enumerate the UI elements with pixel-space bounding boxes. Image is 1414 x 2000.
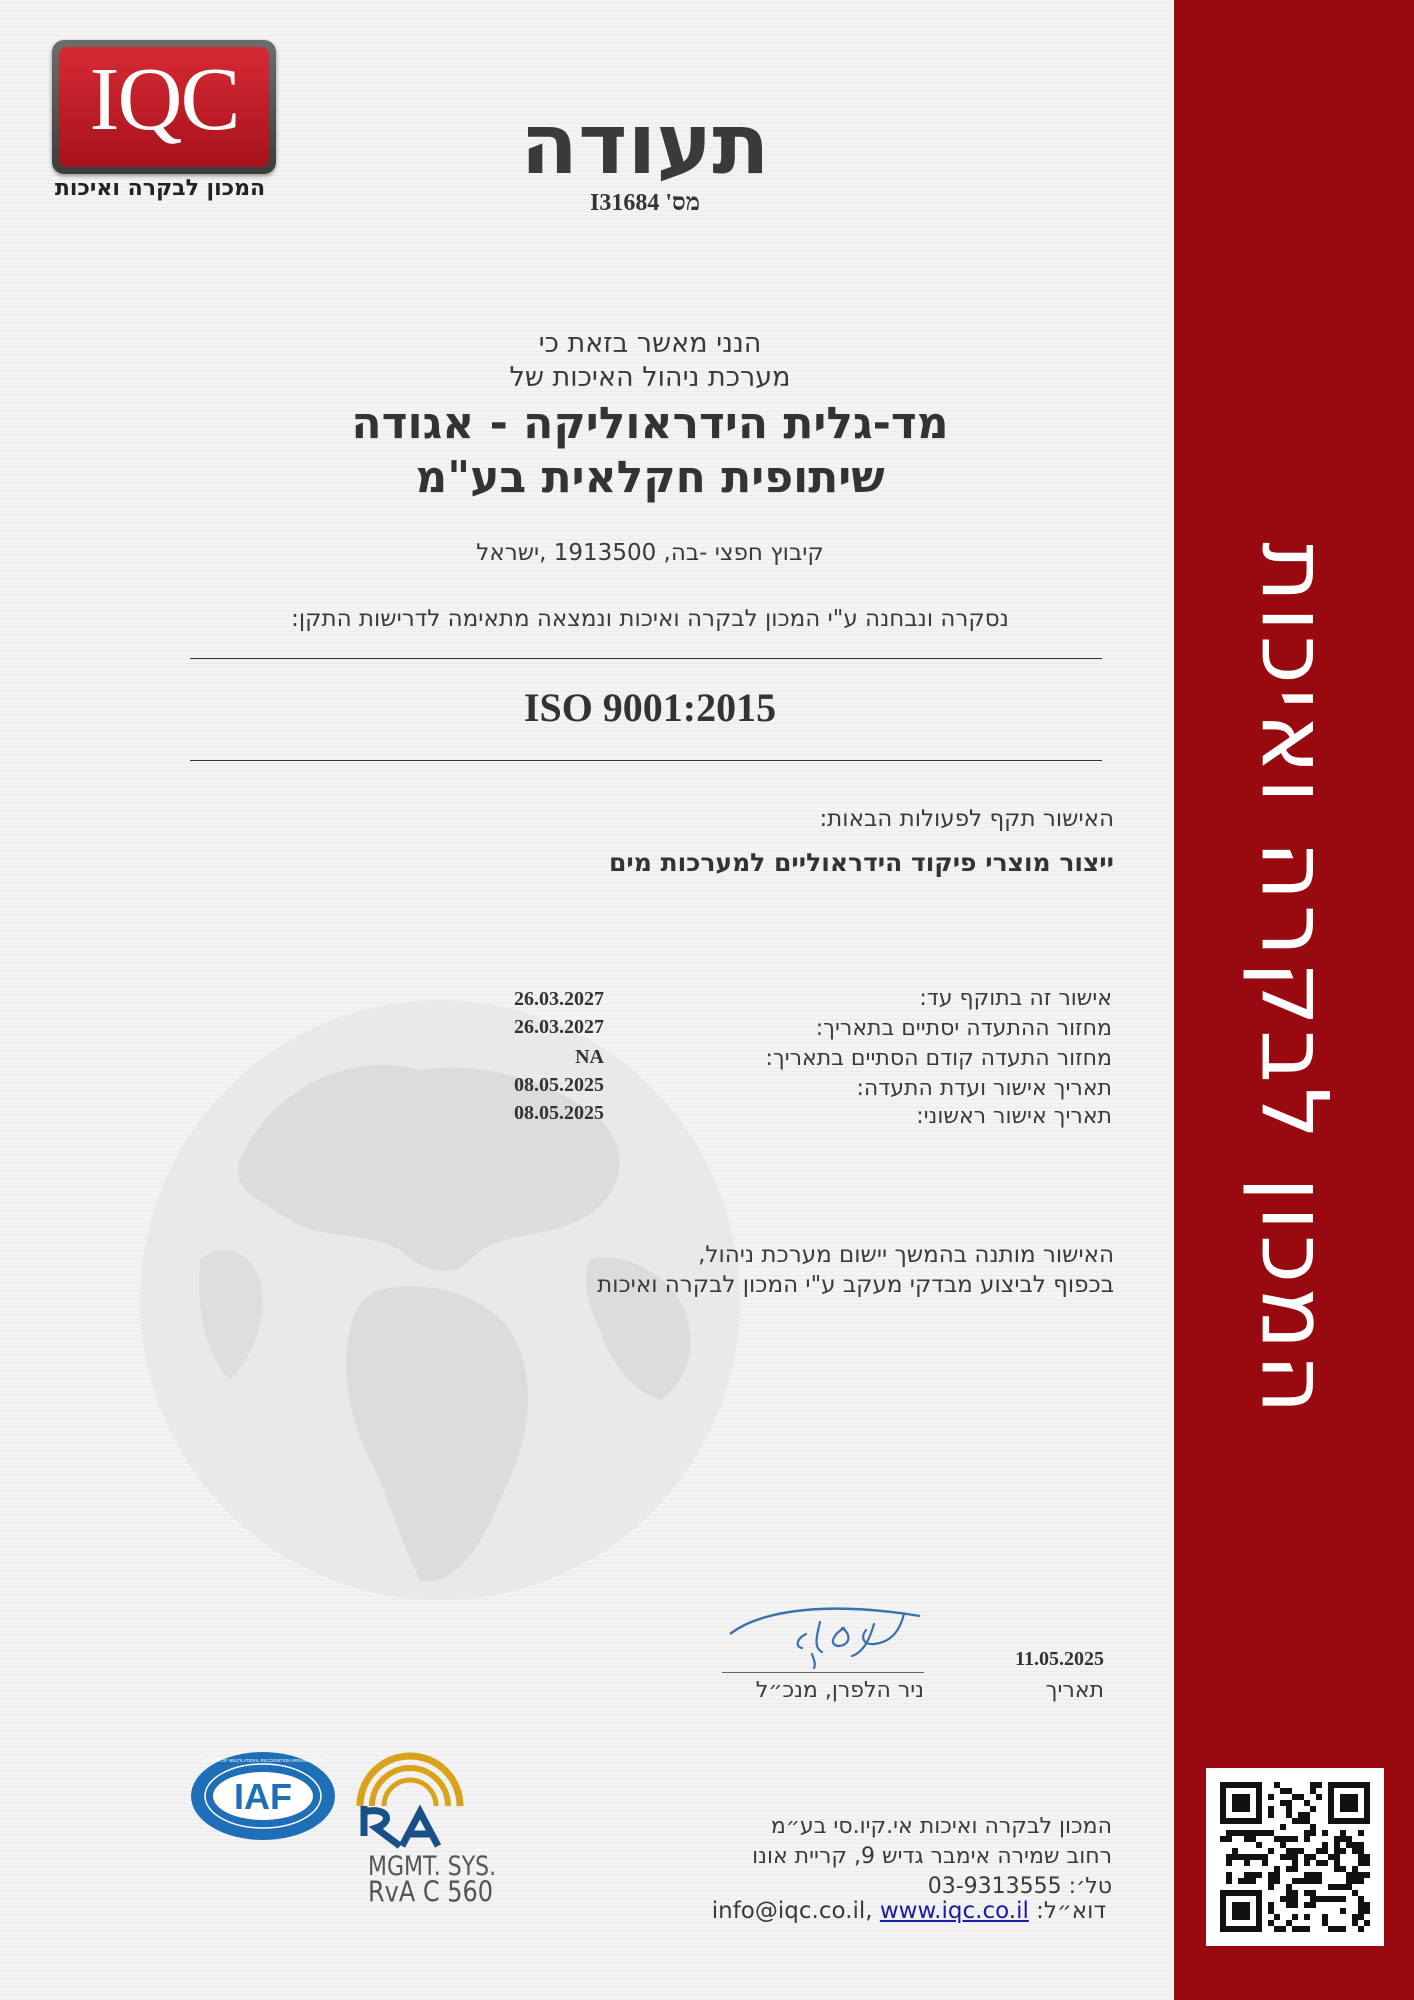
intro-line-1: הנני מאשר בזאת כי	[538, 328, 762, 359]
iqc-logo	[52, 40, 276, 174]
rva-line-2: RvA C 560	[368, 1875, 494, 1910]
certificate-number: מס' I31684	[590, 190, 700, 216]
divider-bottom	[190, 760, 1102, 761]
logo-caption: המכון לבקרה ואיכות	[54, 176, 266, 201]
date-row-label: תאריך אישור ועדת התעדה:	[856, 1076, 1112, 1101]
date-row-value: 26.03.2027	[514, 988, 604, 1010]
company-address: קיבוץ חפצי -בה, 1913500 ,ישראל	[476, 540, 824, 566]
footer-phone: טל׳: 03-9313555	[927, 1874, 1112, 1899]
qr-code-icon[interactable]	[1206, 1768, 1384, 1946]
iaf-mark-icon	[188, 1750, 338, 1842]
date-row-label: אישור זה בתוקף עד:	[919, 986, 1112, 1011]
date-row-label: תאריך אישור ראשוני:	[916, 1104, 1112, 1129]
signature-date: 11.05.2025	[1015, 1648, 1104, 1670]
date-row-label: מחזור ההתעדה יסתיים בתאריך:	[815, 1016, 1112, 1041]
date-row-value: 26.03.2027	[514, 1016, 604, 1038]
review-statement: נסקרה ונבחנה ע"י המכון לבקרה ואיכות ונמצאה מתאימה לדרישות התקן:	[291, 606, 1009, 632]
footer-contact-row: דוא״ל: info@iqc.co.il, www.iqc.co.il	[711, 1898, 1106, 1924]
iqc-logo-badge	[59, 47, 269, 167]
scope-label: האישור תקף לפעולות הבאות:	[819, 806, 1114, 832]
rva-mark-icon	[354, 1736, 524, 1916]
date-row-value: 08.05.2025	[514, 1102, 604, 1124]
scope-value: ייצור מוצרי פיקוד הידראוליים למערכות מים	[608, 848, 1114, 877]
footer-street: רחוב שמירה אימבר גדיש 9, קריית אונו	[752, 1844, 1112, 1869]
iqc-logo-text: IQC	[89, 50, 239, 149]
company-name-line-1: מד-גלית הידראוליקה - אגודה	[351, 398, 949, 449]
sidebar-vertical-text: המכון לבקרה ואיכות	[1240, 542, 1348, 1418]
condition-line-1: האישור מותנה בהמשך יישום מערכת ניהול,	[698, 1242, 1114, 1268]
iaf-text: IAF	[234, 1776, 292, 1817]
website-link[interactable]: www.iqc.co.il	[879, 1898, 1029, 1924]
date-row-value: NA	[575, 1046, 604, 1068]
signature-icon	[724, 1594, 924, 1670]
divider-top	[190, 658, 1102, 659]
qr-code-pattern	[1220, 1782, 1370, 1932]
date-row-label: מחזור התעדה קודם הסתיים בתאריך:	[765, 1046, 1112, 1071]
signer-name: ניר הלפרן, מנכ״ל	[755, 1678, 924, 1703]
intro-line-2: מערכת ניהול האיכות של	[509, 362, 791, 393]
condition-line-2: בכפוף לביצוע מבדקי מעקב ע"י המכון לבקרה ואיכות	[597, 1272, 1114, 1298]
certificate-title: תעודה	[520, 95, 770, 193]
email-address[interactable]: info@iqc.co.il	[711, 1898, 866, 1924]
email-label: דוא״ל:	[1036, 1898, 1106, 1924]
signature-date-label: תאריך	[1045, 1678, 1104, 1703]
iso-standard: ISO 9001:2015	[523, 685, 777, 730]
signature-line	[722, 1672, 924, 1673]
qr-modules	[1220, 1782, 1370, 1932]
footer-org: המכון לבקרה ואיכות אי.קיו.סי בע״מ	[770, 1814, 1112, 1839]
company-name-line-2: שיתופית חקלאית בע"מ	[415, 452, 885, 503]
date-row-value: 08.05.2025	[514, 1074, 604, 1096]
rva-line-1: MGMT. SYS.	[368, 1850, 497, 1882]
iaf-ring-text: MEMBER OF MULTILATERAL RECOGNITION ARRANGEMENT	[202, 1758, 324, 1763]
